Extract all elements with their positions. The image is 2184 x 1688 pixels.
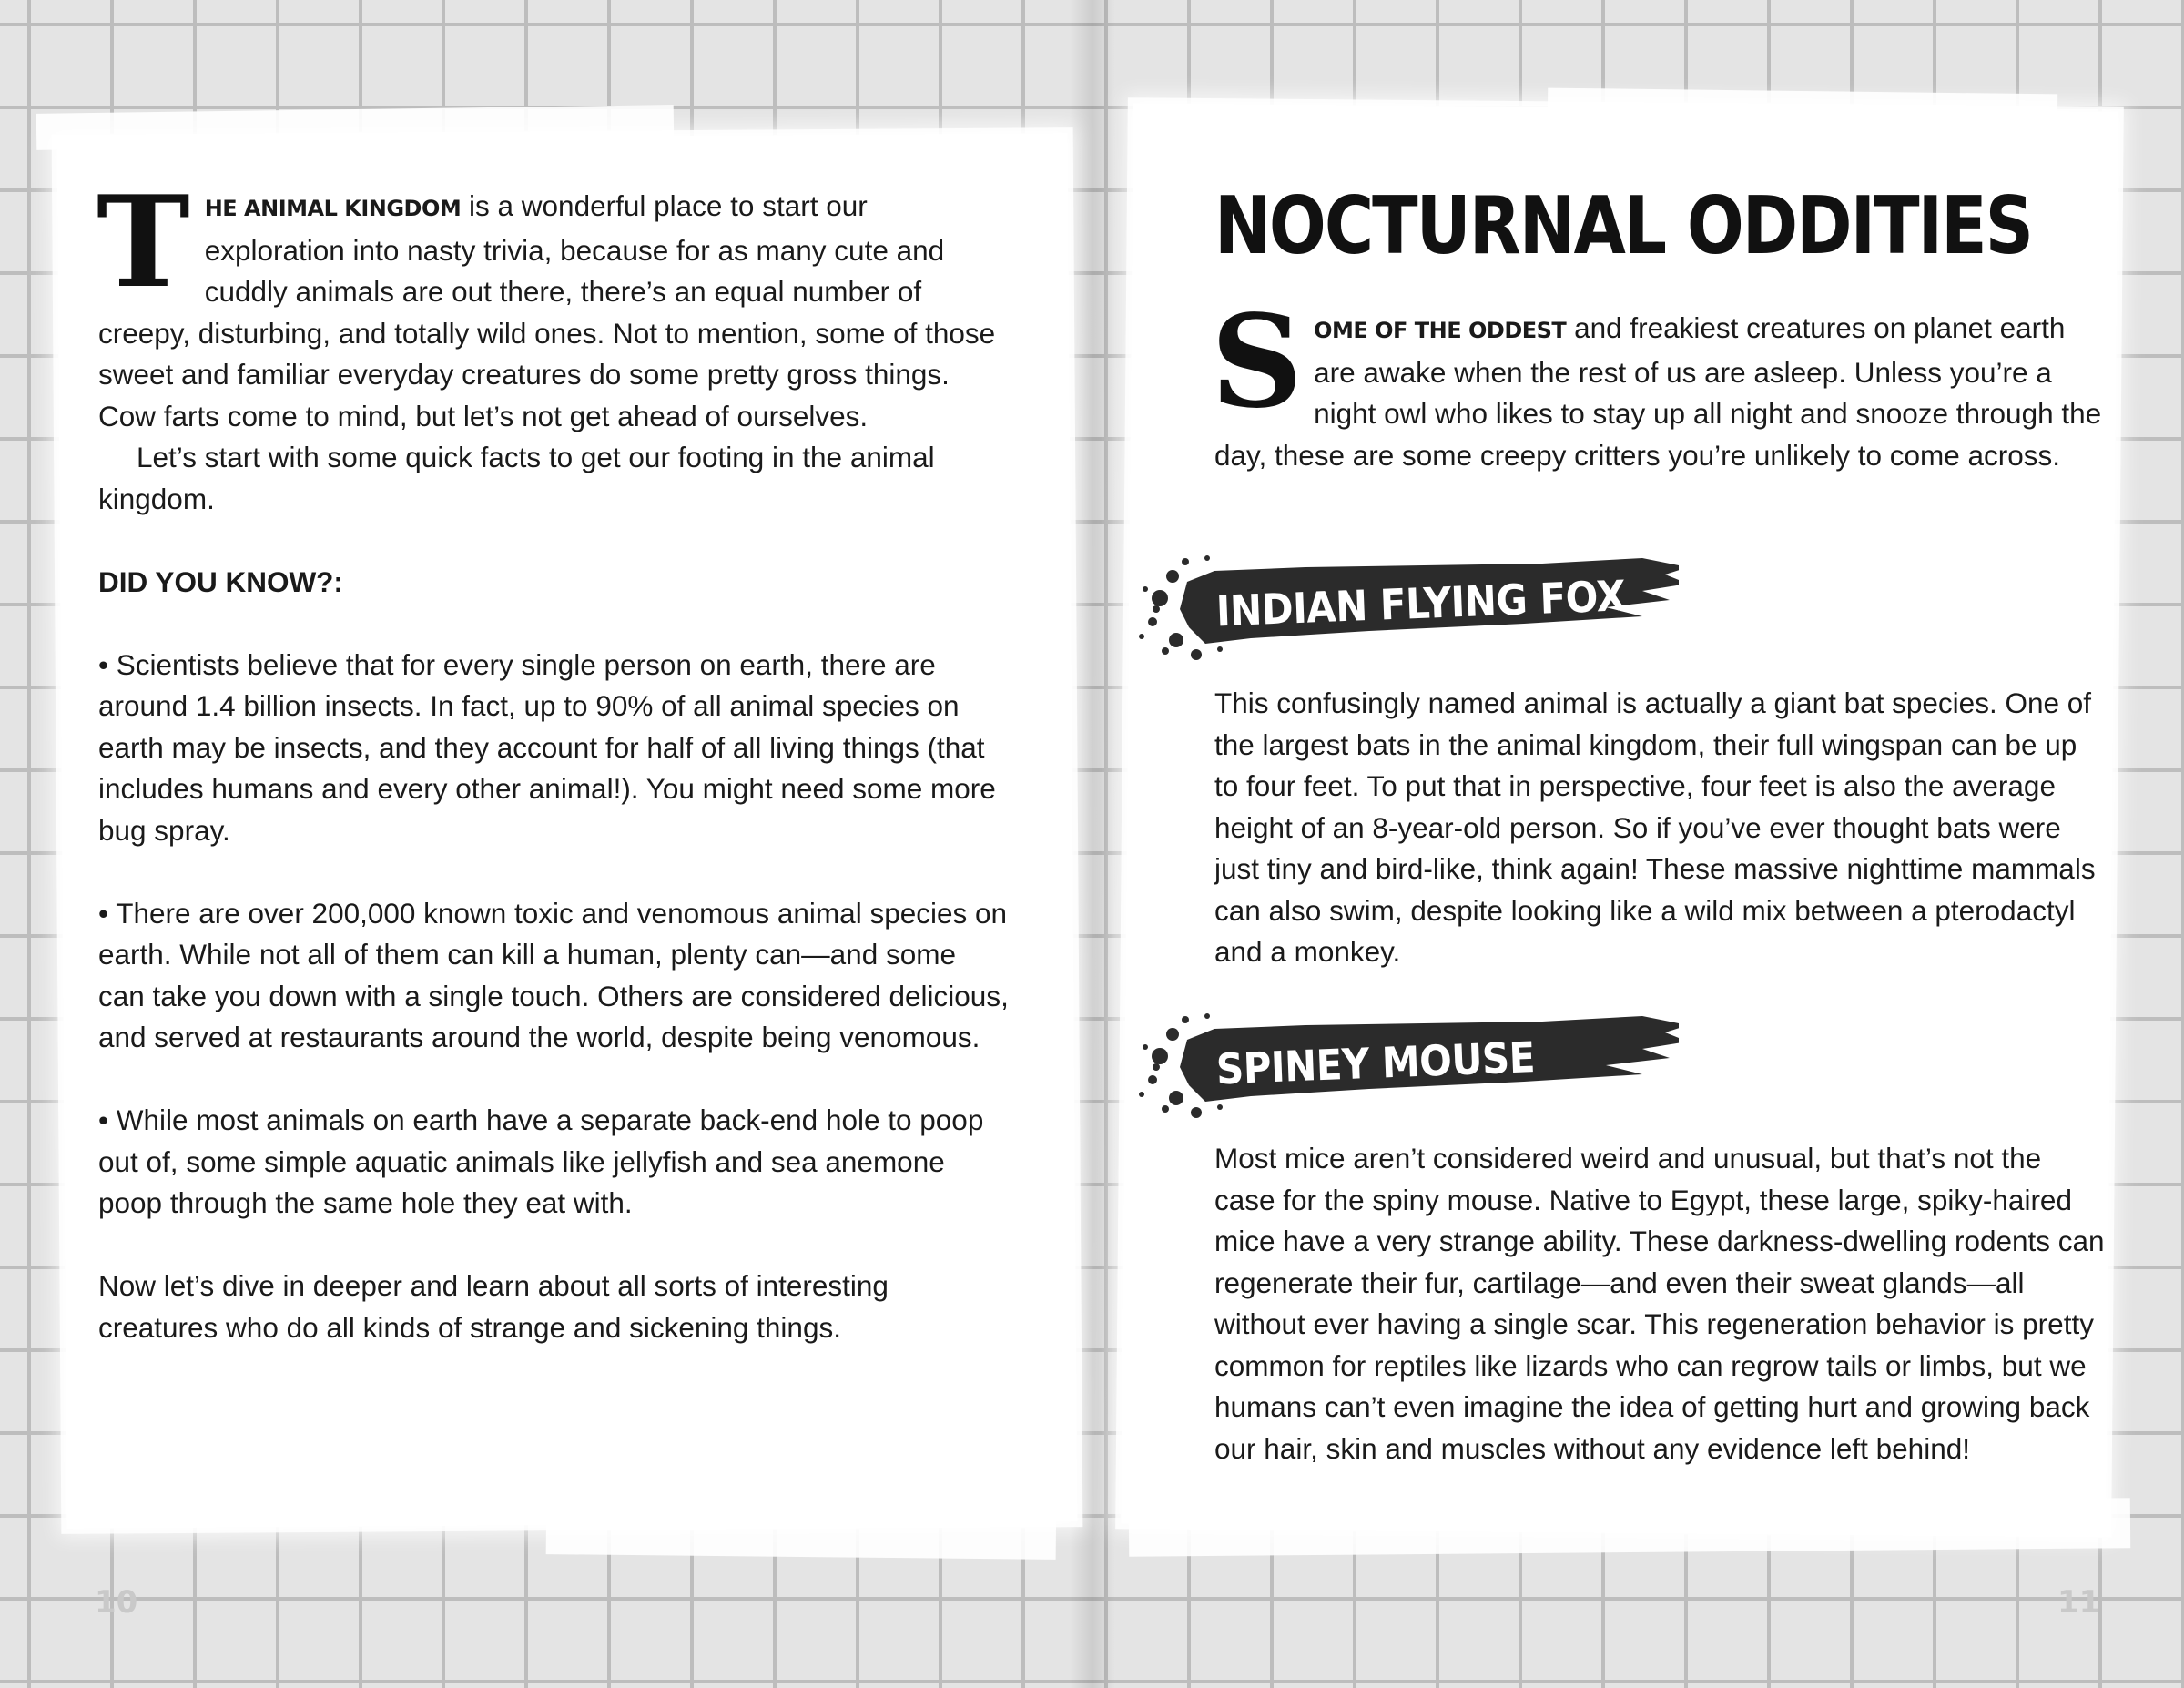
section-text-spiney-mouse bbox=[1214, 1138, 2107, 1469]
fact-item: • While most animals on earth have a separate back-end hole to poop out of, some simple aquatic animals like jellyfish and sea anemone poop through the same hole they eat with. bbox=[98, 1103, 984, 1219]
paper-strip bbox=[546, 1490, 1057, 1560]
page-number-right: 11 bbox=[2057, 1584, 2101, 1621]
intro-text: is a wonderful place to start our exploration into nasty trivia, because for as many cute and cuddly animals are out there, there’s an equal number of creepy, disturbing, and totally wild ones. Not to mention, some of those sweet and familiar everyday creatures do some pretty gross things. Cow farts come to mind, but let’s not get ahead of ourselves. bbox=[98, 189, 996, 432]
lead-in: HE ANIMAL KINGDOM bbox=[204, 196, 462, 221]
did-you-know-heading: DID YOU KNOW?: bbox=[98, 564, 343, 598]
fact-item: • There are over 200,000 known toxic and venomous animal species on earth. While not all of them can kill a human, plenty can—and some can take you down with a single touch. Others are considered delicious, and served at restaurants around the world, despite being venomous. bbox=[98, 896, 1009, 1053]
paper-strip bbox=[1548, 88, 2057, 131]
intro-paragraph bbox=[97, 168, 1009, 437]
paper-strip bbox=[1129, 1498, 2130, 1557]
drop-cap: T bbox=[97, 168, 190, 316]
section-heading-banner bbox=[1133, 1007, 1679, 1125]
section-paragraph: This confusingly named animal is actually a giant bat species. One of the largest bats in the animal kingdom, their full wingspan can be up to four feet. To put that in perspective, four feet is also the average height of an 8-year-old person. So if you’ve ever thought bats were just tiny and bird-like, think again! These massive nighttime mammals can also swim, despite looking like a wild mix between a pterodactyl and a monkey. bbox=[1214, 686, 2096, 968]
right-page-intro bbox=[1211, 288, 2107, 476]
section-heading-indian-flying-fox: INDIAN FLYING FOX bbox=[1214, 571, 1627, 636]
fact-item: • Scientists believe that for every single person on earth, there are around 1.4 billion insects. In fact, up to 90% of all animal species on earth may be insects, and they account for half of all living things (that includes humans and every other animal!). You might need some more bug spray. bbox=[98, 647, 996, 847]
intro-text: and freakiest creatures on planet earth are awake when the rest of us are asleep. Unless you’re a night owl who likes to stay up all night and snooze through the day, these are some creepy critters you’re unlikely to come across. bbox=[1214, 311, 2102, 472]
paragraph: Let’s start with some quick facts to get our footing in the animal kingdom. bbox=[98, 441, 935, 515]
lead-in: OME OF THE ODDEST bbox=[1314, 318, 1567, 343]
section-text-indian-flying-fox bbox=[1214, 683, 2107, 973]
page-title: NOCTURNAL ODDITIES bbox=[1214, 180, 2032, 273]
closing-paragraph: Now let’s dive in deeper and learn about all sorts of interesting creatures who do all kinds of strange and sickening things. bbox=[98, 1269, 889, 1344]
page-number-left: 10 bbox=[95, 1584, 138, 1621]
section-paragraph: Most mice aren’t considered weird and unusual, but that’s not the case for the spiny mouse. Native to Egypt, these large, spiky-haired mice have a very strange ability. These darkness-dwelling rodents can regenerate their fur, cartilage—and even their sweat glands—all without ever having a single scar. This regeneration behavior is pretty common for reptiles like lizards who can regrow tails or limbs, but we humans can’t even imagine the idea of getting hurt and growing back our hair, skin and muscles without any evidence left behind! bbox=[1214, 1142, 2105, 1465]
section-heading-spiney-mouse: SPINEY MOUSE bbox=[1214, 1032, 1536, 1094]
drop-cap: S bbox=[1211, 288, 1304, 437]
left-page-text bbox=[97, 168, 1009, 1348]
section-heading-banner bbox=[1133, 549, 1679, 667]
intro-paragraph bbox=[1211, 288, 2107, 476]
